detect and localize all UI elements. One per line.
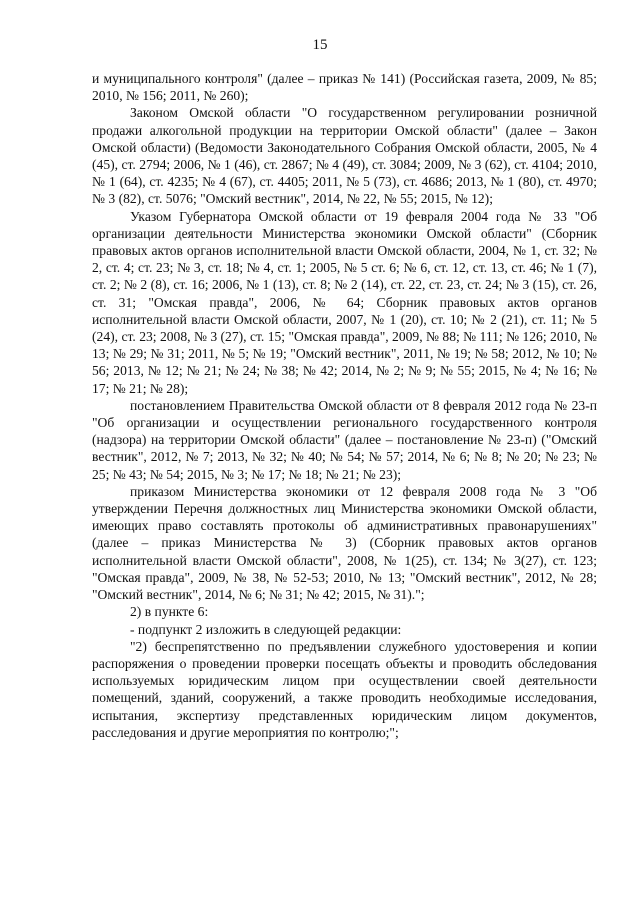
paragraph-omsk-law: Законом Омской области "О государственном регулировании розничной продажи алкогольной продукции на территории Омской области" (далее – Закон Омской области) (Ведомости Законодательного Собрания Омской области, 2005, № 4 (45), ст. 2794; 2006, № 1 (46), ст. 2867; № 4 (49), ст. 3084; 2009, № 3 (62), ст. 4104; 2010, № 1 (64), ст. 4235; № 4 (67), ст. 4405; 2011, № 5 (73), ст. 4686; 2013, № 1 (80), ст. 4970; № 3 (82), ст. 5076; "Омский вестник", 2014, № 22, № 55; 2015, № 12); — [92, 105, 597, 207]
page-number: 15 — [312, 37, 328, 53]
paragraph-new-wording: "2) беспрепятственно по предъявлении служебного удостоверения и копии распоряжения о проведении проверки посещать объекты и проводить обследования используемых юридическим лицом при осуществлении своей деятельности помещений, зданий, сооружений, а также проводить необходимые исследования, испытания, экспертизу представленных юридическим лицом документов, расследования и другие мероприятия по контролю;"; — [92, 638, 597, 740]
paragraph-item-2: 2) в пункте 6: — [130, 604, 209, 620]
paragraph-governor-decree: Указом Губернатора Омской области от 19 февраля 2004 года № 33 "Об организации деятельности Министерства экономики Омской области" (Сборник правовых актов органов исполнительной власти Омской области, 2004, № 1, ст. 32; № 2, ст. 4; ст. 23; № 3, ст. 18; № 4, ст. 1; 2005, № 5 ст. 6; № 6, ст. 12, ст. 13, ст. 46; № 1 (7), ст. 2; № 2 (8), ст. 16; 2006, № 1 (13), ст. 8; № 2 (14), ст. 22, ст. 23, ст. 24; № 3 (15), ст. 26, ст. 31; "Омская правда", 2006, № 64; Сборник правовых актов органов исполнительной власти Омской области, 2007, № 1 (20), ст. 10; № 2 (21), ст. 11; № 5 (24), ст. 23; 2008, № 3 (27), ст. 15; "Омская правда", 2009, № 88; № 111; № 126; 2010, № 13; № 29; № 31; 2011, № 5; № 19; "Омский вестник", 2011, № 19; № 58; 2012, № 10; № 56; 2013, № 12; № 21; № 24; № 38; № 42; 2014, № 2; № 9; № 55; 2015, № 4; № 16; № 17; № 21; № 28); — [92, 208, 597, 396]
paragraph-subitem-2: - подпункт 2 изложить в следующей редакции: — [130, 621, 402, 637]
paragraph-ministry-order: приказом Министерства экономики от 12 февраля 2008 года № 3 "Об утверждении Перечня должностных лиц Министерства экономики Омской области, имеющих право составлять протоколы об административных правонарушениях" (далее – приказ Министерства № 3) (Сборник правовых актов органов исполнительной власти Омской области", 2008, № 1(25), ст. 134; № 3(27), ст. 123; "Омская правда", 2009, № 38, № 52-53; 2010, № 13; "Омский вестник", 2012, № 28; "Омский вестник", 2014, № 6; № 31; № 42; 2015, № 31)."; — [92, 483, 597, 603]
paragraph-continuation: и муниципального контроля" (далее – приказ № 141) (Российская газета, 2009, № 85; 2010, № 156; 2011, № 260); — [92, 71, 597, 104]
paragraph-government-resolution: постановлением Правительства Омской области от 8 февраля 2012 года № 23-п "Об организации и осуществлении регионального государственного контроля (надзора) на территории Омской области" (далее – постановление № 23-п) ("Омский вестник", 2012, № 7; 2013, № 32; № 40; № 54; № 57; 2014, № 6; № 8; № 20; № 23; № 25; № 43; № 54; 2015, № 3; № 17; № 18; № 21; № 23); — [92, 397, 597, 482]
document-body — [92, 70, 597, 741]
